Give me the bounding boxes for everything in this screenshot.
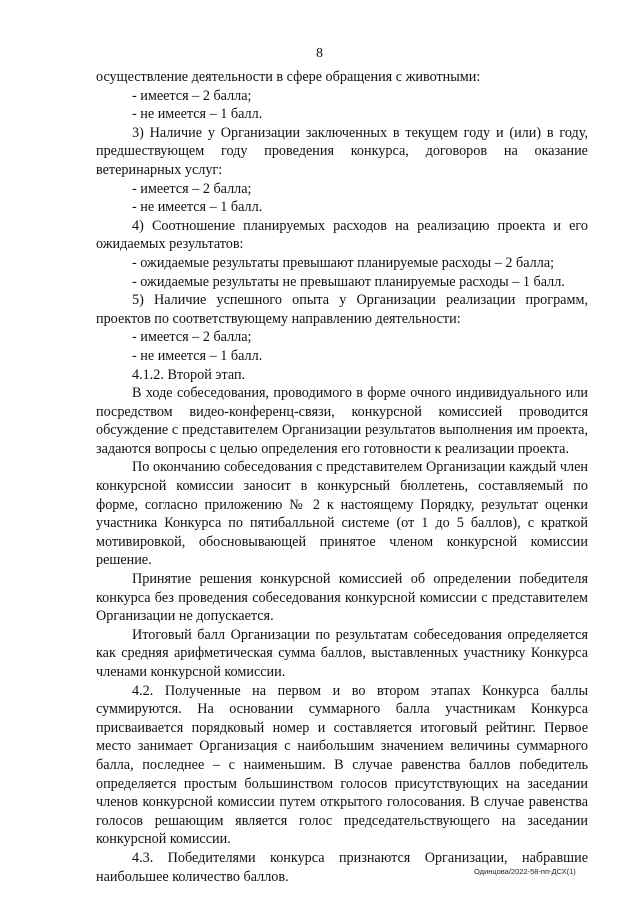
paragraph: 4) Соотношение планируемых расходов на реализацию проекта и его ожидаемых результатов: [96, 217, 588, 253]
page-number: 8 [316, 46, 323, 61]
document-body [96, 68, 588, 886]
list-item: - имеется – 2 балла; [132, 329, 252, 346]
list-item: - ожидаемые результаты не превышают планируемые расходы – 1 балл. [132, 273, 565, 290]
document-code: Одинцова/2022-58-пп-ДСХ(1) [474, 867, 576, 876]
paragraph: По окончанию собеседования с представителем Организации каждый член конкурсной комиссии заносит в конкурсный бюллетень, составляемый по форме, согласно приложению № 2 к настоящему Порядку, результат оценки участника Конкурса по пятибалльной системе (от 1 до 5 баллов), с краткой мотивировкой, обосновывающей принятое членом конкурсной комиссии решение. [96, 459, 588, 569]
paragraph: В ходе собеседования, проводимого в форме очного индивидуального или посредством видео-конференц-связи, конкурсной комиссией проводится обсуждение с представителем Организации результатов выполнения им проекта, задаются вопросы с целью определения его готовности к реализации проекта. [96, 385, 588, 457]
paragraph: Принятие решения конкурсной комиссией об определении победителя конкурса без проведения собеседования конкурсной комиссии с представителем Организации не допускается. [96, 571, 588, 625]
paragraph: 4.3. Победителями конкурса признаются Организации, набравшие наибольшее количество баллов. [96, 849, 588, 885]
section-heading: 4.1.2. Второй этап. [132, 366, 246, 383]
list-item: - ожидаемые результаты превышают планируемые расходы – 2 балла; [132, 254, 555, 271]
paragraph: 3) Наличие у Организации заключенных в текущем году и (или) в году, предшествующем году проведения конкурса, договоров на оказание ветеринарных услуг: [96, 124, 588, 178]
paragraph: Итоговый балл Организации по результатам собеседования определяется как средняя арифметическая сумма баллов, выставленных участнику Конкурса членами конкурсной комиссии. [96, 626, 588, 680]
paragraph: 5) Наличие успешного опыта у Организации реализации программ, проектов по соответствующему направлению деятельности: [96, 292, 588, 327]
paragraph: осуществление деятельности в сфере обращения с животными: [96, 69, 481, 85]
paragraph: 4.2. Полученные на первом и во втором этапах Конкурса баллы суммируются. На основании суммарного балла участникам Конкурса присваивается порядковый номер и составляется итоговый рейтинг. Первое место занимает Организация с наибольшим значением величины суммарного балла, последнее – с наименьшим. В случае равенства баллов победитель определяется простым большинством голосов присутствующих на заседании членов конкурсной комиссии путем открытого голосования. В случае равенства голосов решающим является голос председательствующего на заседании конкурсной комиссии. [96, 682, 588, 848]
list-item: - имеется – 2 балла; [132, 87, 252, 104]
list-item: - не имеется – 1 балл. [132, 106, 263, 123]
list-item: - не имеется – 1 балл. [132, 199, 263, 216]
list-item: - не имеется – 1 балл. [132, 347, 263, 364]
list-item: - имеется – 2 балла; [132, 180, 252, 197]
